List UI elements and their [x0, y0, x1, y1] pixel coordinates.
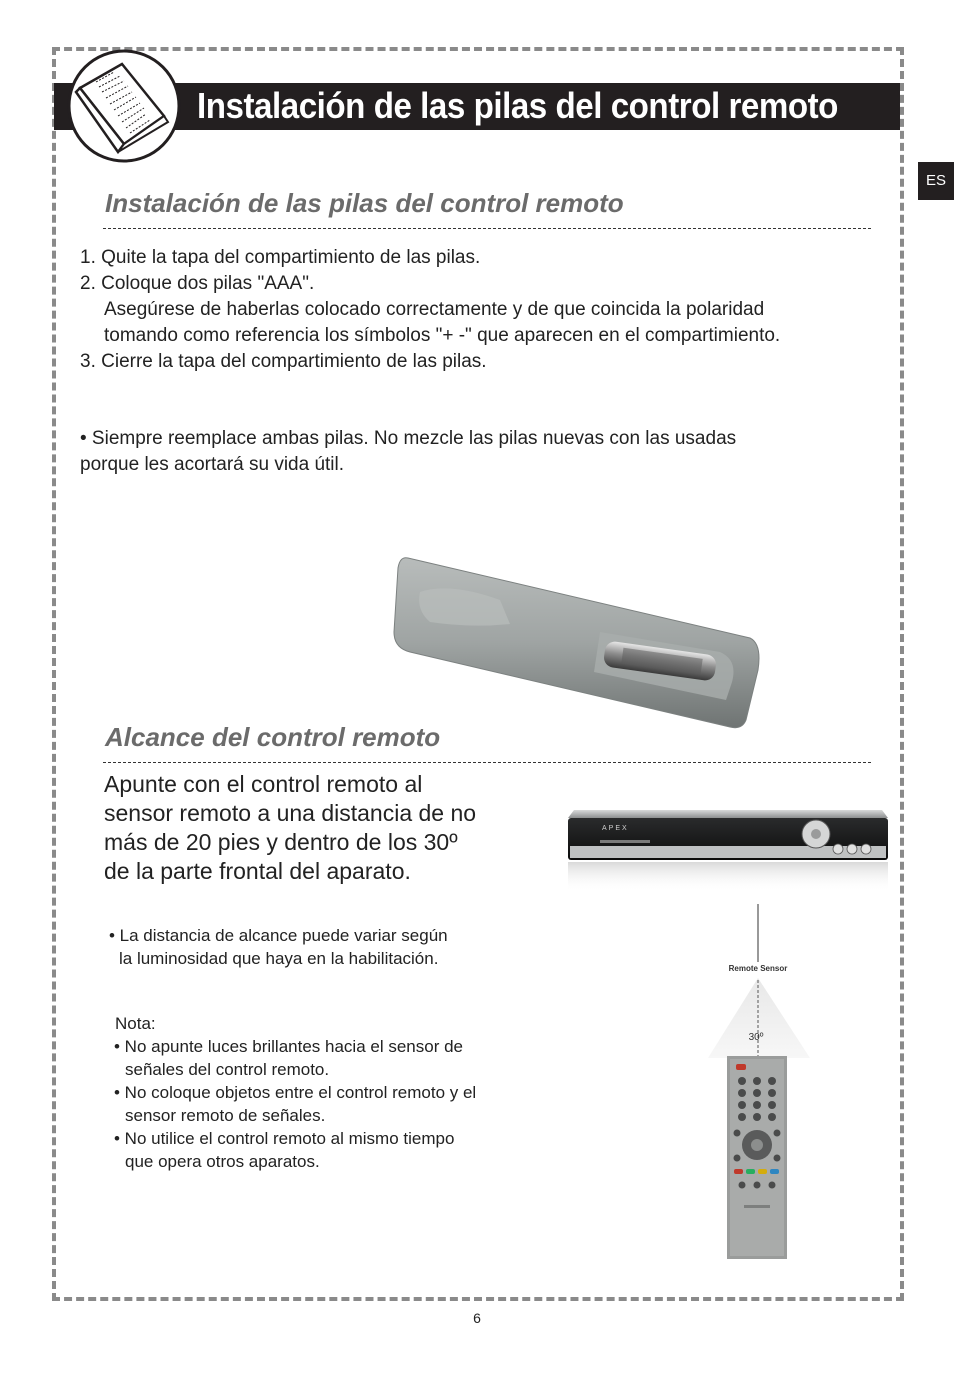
remote-control-image: [726, 1055, 788, 1260]
range-note-line-2: la luminosidad que haya en la habilitación.: [119, 949, 439, 968]
step-2-detail-2: tomando como referencia los símbolos "+ -" que aparecen en el compartimiento.: [104, 325, 781, 346]
range-instruction-line-2: sensor remoto a una distancia de no: [104, 800, 477, 826]
device-brand-label: APEX: [602, 825, 629, 832]
note-title: Nota:: [115, 1014, 156, 1033]
range-section-heading: Alcance del control remoto: [105, 722, 441, 752]
page-title: Instalación de las pilas del control remoto: [197, 85, 838, 126]
range-note-line-1: • La distancia de alcance puede variar según: [109, 926, 448, 945]
battery-section-rule: [103, 228, 871, 229]
range-instruction-line-1: Apunte con el control remoto al: [104, 771, 423, 797]
note-item-2-cont: sensor remoto de señales.: [125, 1106, 326, 1125]
note-item-1: • No apunte luces brillantes hacia el sensor de: [114, 1037, 463, 1056]
battery-section-heading: Instalación de las pilas del control remoto: [105, 188, 624, 218]
note-item-3: • No utilice el control remoto al mismo tiempo: [114, 1129, 455, 1148]
step-2: 2. Coloque dos pilas "AAA".: [80, 273, 315, 294]
range-cone: [708, 978, 810, 1058]
page-number: 6: [473, 1310, 481, 1326]
remote-range-diagram: [700, 900, 820, 1070]
note-item-2: • No coloque objetos entre el control remoto y el: [114, 1083, 477, 1102]
book-icon: [66, 48, 182, 164]
battery-warning-line-1: • Siempre reemplace ambas pilas. No mezcle las pilas nuevas con las usadas: [80, 428, 737, 449]
remote-sensor-label: Remote Sensor: [728, 964, 788, 973]
step-3: 3. Cierre la tapa del compartimiento de las pilas.: [80, 351, 487, 372]
note-item-1-cont: señales del control remoto.: [125, 1060, 330, 1079]
step-1: 1. Quite la tapa del compartimiento de las pilas.: [80, 247, 481, 268]
language-tab: ES: [918, 162, 954, 200]
remote-battery-compartment-image: [390, 552, 762, 732]
note-item-3-cont: que opera otros aparatos.: [125, 1152, 320, 1171]
range-instruction-line-4: de la parte frontal del aparato.: [104, 858, 411, 884]
range-section-rule: [103, 762, 871, 763]
battery-warning-line-2: porque les acortará su vida útil.: [80, 454, 345, 475]
angle-label: 30º: [748, 1032, 764, 1043]
step-2-detail-1: Asegúrese de haberlas colocado correctamente y de que coincida la polaridad: [104, 299, 765, 320]
set-top-box-image: [566, 800, 890, 894]
range-instruction-line-3: más de 20 pies y dentro de los 30º: [104, 829, 458, 855]
